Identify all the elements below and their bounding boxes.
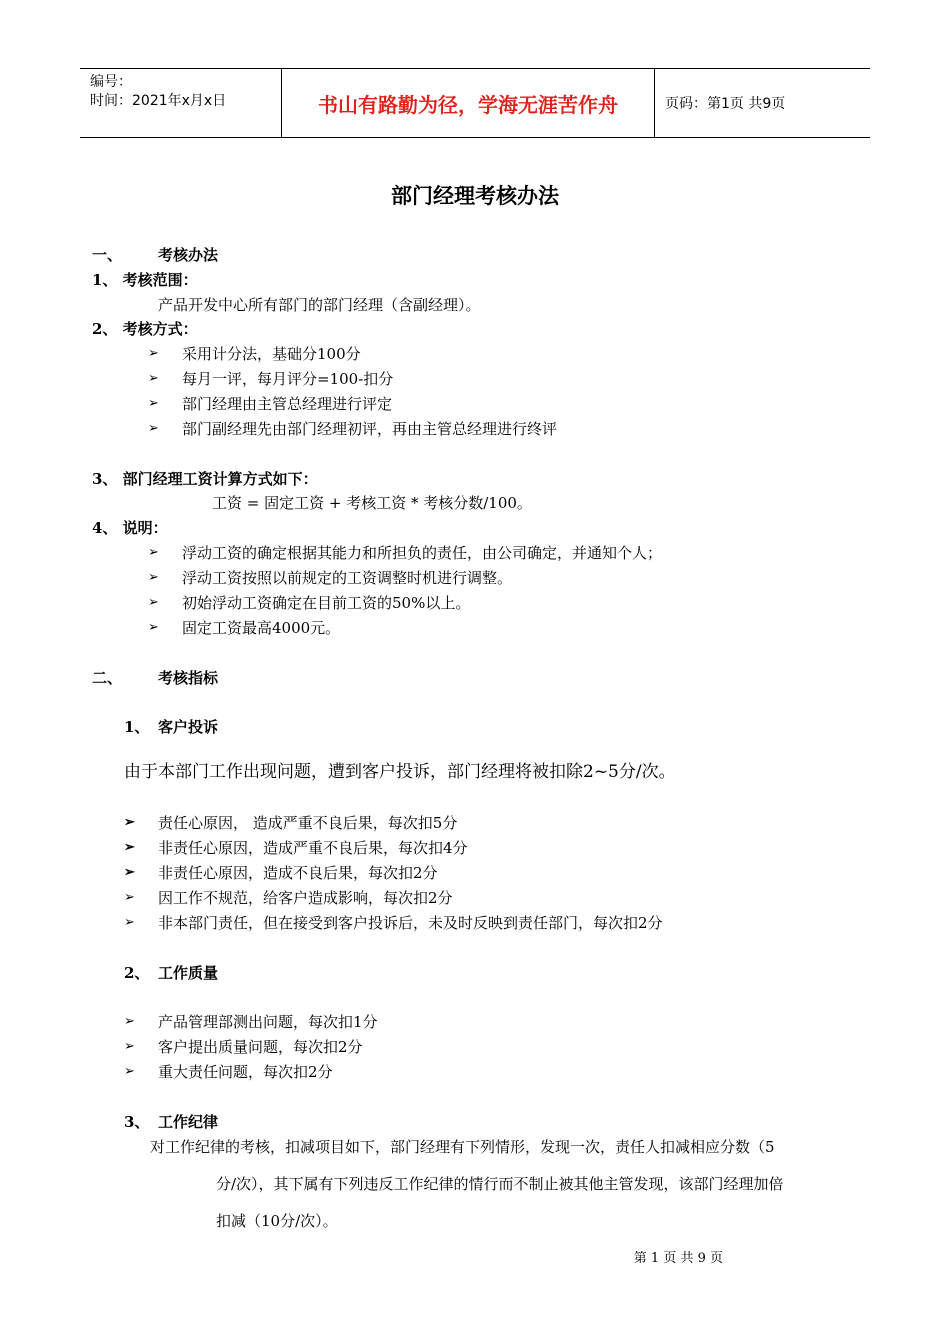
arrow-bullet-icon: ➢ [124, 840, 135, 855]
quality-heading: 工作质量 [158, 964, 219, 982]
time-label: 时间：2021年x月x日 [90, 93, 227, 109]
quality-num: 2、 [124, 964, 150, 982]
arrow-bullet-icon: ➢ [124, 890, 135, 905]
quality-bullet: 客户提出质量问题，每次扣2分 [158, 1038, 363, 1056]
arrow-bullet-icon: ➢ [124, 1014, 135, 1029]
method-heading: 2、 考核方式： [92, 320, 198, 338]
scope-heading: 1、 考核范围： [92, 271, 198, 289]
complaint-bullet: 非责任心原因，造成不良后果，每次扣2分 [158, 864, 438, 882]
quality-bullet: 产品管理部测出问题，每次扣1分 [158, 1013, 378, 1031]
arrow-bullet-icon: ➢ [148, 421, 159, 436]
arrow-bullet-icon: ➢ [124, 865, 135, 880]
arrow-bullet-icon: ➢ [124, 815, 135, 830]
arrow-bullet-icon: ➢ [148, 396, 159, 411]
arrow-bullet-icon: ➢ [148, 595, 159, 610]
discipline-para-line: 对工作纪律的考核，扣减项目如下，部门经理有下列情形，发现一次，责任人扣减相应分数（5 [150, 1138, 775, 1156]
complaint-bullet: 责任心原因， 造成严重不良后果，每次扣5分 [158, 814, 458, 832]
complaint-bullet: 因工作不规范，给客户造成影响，每次扣2分 [158, 889, 453, 907]
salary-formula: 工资 = 固定工资 + 考核工资 * 考核分数/100。 [212, 494, 532, 512]
discipline-para-line: 扣减（10分/次）。 [216, 1212, 338, 1230]
salary-heading: 3、 部门经理工资计算方式如下： [92, 470, 318, 488]
note-heading: 4、 说明： [92, 519, 168, 537]
arrow-bullet-icon: ➢ [148, 620, 159, 635]
note-bullet: 浮动工资按照以前规定的工资调整时机进行调整。 [182, 569, 513, 587]
page-header [80, 68, 870, 138]
section2-heading: 考核指标 [158, 669, 219, 687]
footer-page-number: 第 1 页 共 9 页 [633, 1251, 723, 1266]
note-bullet: 固定工资最高4000元。 [182, 619, 341, 637]
page-title: 部门经理考核办法 [391, 184, 559, 208]
arrow-bullet-icon: ➢ [124, 1039, 135, 1054]
note-bullet: 初始浮动工资确定在目前工资的50%以上。 [182, 594, 471, 612]
discipline-para-line: 分/次），其下属有下列违反工作纪律的情行而不制止被其他主管发现，该部门经理加倍 [216, 1175, 784, 1193]
quality-bullet: 重大责任问题，每次扣2分 [158, 1063, 333, 1081]
complaint-bullet: 非责任心原因，造成严重不良后果，每次扣4分 [158, 839, 468, 857]
method-bullet: 部门副经理先由部门经理初评，再由主管总经理进行终评 [182, 420, 558, 438]
section1-num: 一、 [92, 246, 123, 264]
method-bullet: 每月一评，每月评分=100-扣分 [182, 370, 394, 388]
page-footer [0, 1247, 950, 1266]
header-page-label: 页码：第1页 共9页 [665, 96, 786, 112]
arrow-bullet-icon: ➢ [148, 346, 159, 361]
section1-heading: 考核办法 [158, 246, 219, 264]
complaint-num: 1、 [124, 718, 150, 736]
scope-text: 产品开发中心所有部门的部门经理（含副经理）。 [158, 296, 481, 314]
arrow-bullet-icon: ➢ [124, 1064, 135, 1079]
method-bullet: 采用计分法，基础分100分 [182, 345, 361, 363]
discipline-heading: 工作纪律 [158, 1113, 219, 1131]
section2-num: 二、 [92, 669, 123, 687]
arrow-bullet-icon: ➢ [148, 570, 159, 585]
arrow-bullet-icon: ➢ [124, 915, 135, 930]
method-bullet: 部门经理由主管总经理进行评定 [182, 395, 393, 413]
arrow-bullet-icon: ➢ [148, 371, 159, 386]
header-motto: 书山有路勤为径，学海无涯苦作舟 [282, 69, 655, 137]
arrow-bullet-icon: ➢ [148, 545, 159, 560]
complaint-heading: 客户投诉 [158, 718, 219, 736]
discipline-num: 3、 [124, 1113, 150, 1131]
complaint-intro: 由于本部门工作出现问题，遭到客户投诉，部门经理将被扣除2~5分/次。 [124, 762, 676, 782]
note-bullet: 浮动工资的确定根据其能力和所担负的责任，由公司确定，并通知个人； [182, 544, 663, 562]
header-left [80, 69, 282, 137]
complaint-bullet: 非本部门责任，但在接受到客户投诉后，未及时反映到责任部门，每次扣2分 [158, 914, 663, 932]
number-label: 编号： [90, 74, 132, 90]
